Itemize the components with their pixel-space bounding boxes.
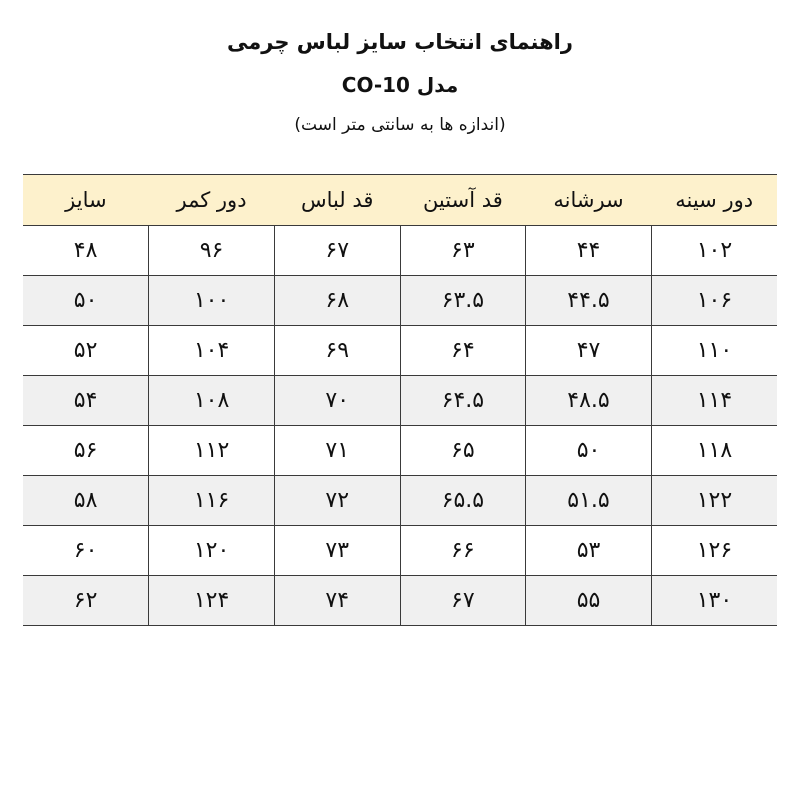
- cell-garment-length: ۶۹: [274, 326, 400, 376]
- cell-sleeve-length: ۶۶: [400, 526, 526, 576]
- header-waist: دور کمر: [149, 175, 275, 226]
- header-sleeve-length: قد آستین: [400, 175, 526, 226]
- cell-waist: ۱۲۰: [149, 526, 275, 576]
- cell-chest: ۱۰۲: [651, 226, 777, 276]
- cell-chest: ۱۱۸: [651, 426, 777, 476]
- table-row: [23, 476, 777, 526]
- cell-shoulder: ۴۴.۵: [526, 276, 652, 326]
- cell-waist: ۹۶: [149, 226, 275, 276]
- table-row: [23, 426, 777, 476]
- header-size: سایز: [23, 175, 149, 226]
- cell-garment-length: ۷۴: [274, 576, 400, 626]
- table-header-row: [23, 175, 777, 226]
- page-title: راهنمای انتخاب سایز لباس چرمی: [227, 30, 573, 54]
- cell-size: ۵۲: [23, 326, 149, 376]
- cell-chest: ۱۲۶: [651, 526, 777, 576]
- cell-garment-length: ۷۳: [274, 526, 400, 576]
- cell-shoulder: ۵۰: [526, 426, 652, 476]
- cell-size: ۶۲: [23, 576, 149, 626]
- cell-chest: ۱۱۴: [651, 376, 777, 426]
- table-row: [23, 226, 777, 276]
- table-row: [23, 326, 777, 376]
- cell-garment-length: ۷۰: [274, 376, 400, 426]
- unit-note: (اندازه ها به سانتی متر است): [294, 115, 506, 135]
- header-shoulder: سرشانه: [526, 175, 652, 226]
- table-row: [23, 576, 777, 626]
- cell-sleeve-length: ۶۳.۵: [400, 276, 526, 326]
- cell-shoulder: ۴۷: [526, 326, 652, 376]
- cell-garment-length: ۶۷: [274, 226, 400, 276]
- cell-shoulder: ۴۸.۵: [526, 376, 652, 426]
- cell-garment-length: ۷۲: [274, 476, 400, 526]
- table-row: [23, 376, 777, 426]
- cell-size: ۵۸: [23, 476, 149, 526]
- cell-shoulder: ۴۴: [526, 226, 652, 276]
- cell-shoulder: ۵۵: [526, 576, 652, 626]
- cell-garment-length: ۷۱: [274, 426, 400, 476]
- cell-shoulder: ۵۱.۵: [526, 476, 652, 526]
- cell-chest: ۱۱۰: [651, 326, 777, 376]
- cell-waist: ۱۲۴: [149, 576, 275, 626]
- header-chest: دور سینه: [651, 175, 777, 226]
- table-row: [23, 276, 777, 326]
- cell-chest: ۱۰۶: [651, 276, 777, 326]
- table-row: [23, 526, 777, 576]
- cell-size: ۶۰: [23, 526, 149, 576]
- cell-waist: ۱۰۴: [149, 326, 275, 376]
- cell-waist: ۱۰۰: [149, 276, 275, 326]
- cell-size: ۵۰: [23, 276, 149, 326]
- cell-shoulder: ۵۳: [526, 526, 652, 576]
- cell-garment-length: ۶۸: [274, 276, 400, 326]
- header-garment-length: قد لباس: [274, 175, 400, 226]
- cell-sleeve-length: ۶۵: [400, 426, 526, 476]
- cell-waist: ۱۱۶: [149, 476, 275, 526]
- cell-chest: ۱۲۲: [651, 476, 777, 526]
- cell-size: ۵۶: [23, 426, 149, 476]
- cell-size: ۵۴: [23, 376, 149, 426]
- cell-sleeve-length: ۶۴: [400, 326, 526, 376]
- model-label: مدل CO-10: [341, 73, 459, 97]
- cell-size: ۴۸: [23, 226, 149, 276]
- size-table: [23, 174, 777, 626]
- cell-sleeve-length: ۶۳: [400, 226, 526, 276]
- cell-sleeve-length: ۶۴.۵: [400, 376, 526, 426]
- cell-sleeve-length: ۶۵.۵: [400, 476, 526, 526]
- cell-waist: ۱۱۲: [149, 426, 275, 476]
- cell-waist: ۱۰۸: [149, 376, 275, 426]
- cell-sleeve-length: ۶۷: [400, 576, 526, 626]
- cell-chest: ۱۳۰: [651, 576, 777, 626]
